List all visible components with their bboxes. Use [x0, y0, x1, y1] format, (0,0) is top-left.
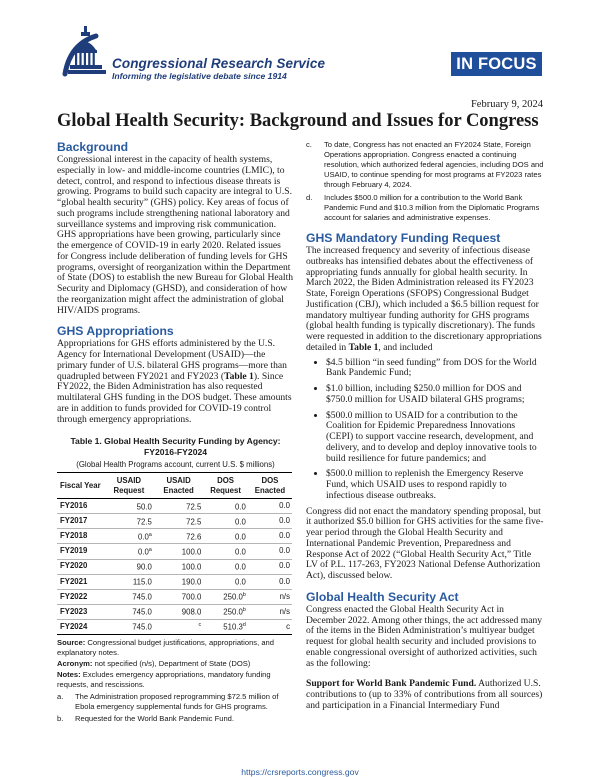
mandatory-heading: GHS Mandatory Funding Request [306, 231, 501, 245]
page-title: Global Health Security: Background and Issues for Congress [57, 111, 539, 131]
appropriations-text: Appropriations for GHS efforts administered by the U.S. Agency for International Development (USAID)—the primary funder of U.S. bilateral GHS programs—more than quadrupled between FY2021 and FY2023 (Table 1). Since FY2022, the Biden Administration has also requested multilateral GHS funding in the DOS budget. These amounts are in addition to funds provided for COVID-19 control through emergency appropriations. [57, 338, 292, 425]
dos-request-cell: 0.0 [203, 499, 248, 514]
act-text: Congress enacted the Global Health Security Act in December 2022. Among other things, the act addressed many of the items in the Biden Administration’s multiyear budget request for global health security and included provisions to enable congressional oversight of authorized activities, such as the following: [306, 603, 543, 669]
in-focus-badge: IN FOCUS [451, 52, 542, 76]
year-cell: FY2019 [57, 544, 104, 559]
usaid-request-cell: 90.0 [104, 559, 154, 574]
table-title: Table 1. Global Health Security Funding by Agency: FY2016-FY2024 [70, 436, 281, 458]
dos-enacted-cell: 0.0 [248, 514, 292, 529]
footnote-marker: a [148, 547, 152, 554]
dos-enacted-cell: n/s [248, 604, 292, 619]
footnote-c: c. To date, Congress has not enacted an FY2024 State, Foreign Operations appropriation. Congress enacted a continuing resolution, which authorized federal agencies, including DOS and USAID, to continue spending for most programs at FY2023 rates through February 4, 2024. [306, 140, 544, 189]
left-column [57, 140, 294, 724]
background-heading: Background [57, 140, 129, 154]
dos-enacted-cell: 0.0 [248, 544, 292, 559]
org-tagline: Informing the legislative debate since 1914 [112, 71, 287, 81]
usaid-enacted-cell: 190.0 [154, 574, 203, 589]
table-row [57, 604, 292, 619]
usaid-enacted-cell: 72.5 [154, 514, 203, 529]
bullet-item: • $4.5 billion “in seed funding” from DOS for the World Bank Pandemic Fund; [326, 358, 544, 380]
usaid-enacted-cell: 100.0 [154, 559, 203, 574]
year-cell: FY2024 [57, 619, 104, 634]
footnote-b: b. Requested for the World Bank Pandemic Fund. [57, 713, 234, 723]
table-row [57, 529, 292, 544]
year-cell: FY2021 [57, 574, 104, 589]
footnote-a: a. The Administration proposed reprogramming $72.5 million of Ebola emergency supplemental funds for GHS programs. [57, 691, 279, 711]
usaid-enacted-cell: 72.6 [154, 529, 203, 544]
usaid-request-cell: 0.0$^a$ [104, 544, 154, 559]
dos-request-cell: 0.0 [203, 529, 248, 544]
footnote-marker: b [242, 592, 246, 599]
table-body [57, 499, 292, 635]
mandatory-after-text: Congress did not enact the mandatory spending proposal, but it authorized $5.0 billion for GHS activities for the same five-year period through the Global Health Security and International Pandemic Prevention, Preparedness and Response Act of 2022 (“Global Health Security Act,” Title LV of P.L. 117-263, FY2023 National Defense Authorization Act), discussed below. [306, 505, 544, 581]
usaid-request-cell: 745.0 [104, 619, 154, 634]
org-name: Congressional Research Service [112, 56, 326, 71]
table-header-usaid-request: USAID Request [104, 473, 154, 499]
dos-enacted-cell: 0.0 [248, 559, 292, 574]
footnote-marker: d [242, 622, 246, 629]
table-header-usaid-enacted: USAID Enacted [154, 473, 203, 499]
dos-enacted-cell: n/s [248, 589, 292, 604]
dos-request-cell: 0.0 [203, 574, 248, 589]
usaid-enacted-cell: 700.0 [154, 589, 203, 604]
year-cell: FY2016 [57, 499, 104, 514]
usaid-request-cell: 72.5 [104, 514, 154, 529]
usaid-enacted-cell: 100.0 [154, 544, 203, 559]
table-reference-2: Table 1 [348, 341, 379, 353]
table-row [57, 574, 292, 589]
table-row [57, 514, 292, 529]
table-row [57, 619, 292, 634]
right-column [306, 140, 544, 712]
dos-enacted-cell: 0.0 [248, 529, 292, 544]
year-cell: FY2023 [57, 604, 104, 619]
usaid-enacted-cell: 72.5 [154, 499, 203, 514]
act-subsection: Support for World Bank Pandemic Fund. Authorized U.S. contributions to (up to 33% of contributions from all sources) and participation in a Financial Intermediary Fund [306, 678, 543, 711]
funding-table [57, 472, 292, 635]
table-notes: Notes: Excludes emergency appropriations, mandatory funding requests, and rescissions. [57, 669, 271, 689]
appropriations-heading: GHS Appropriations [57, 324, 174, 339]
usaid-request-cell: 115.0 [104, 574, 154, 589]
year-cell: FY2020 [57, 559, 104, 574]
table-acronyms: Acronym: not specified (n/s), Department of State (DOS) [57, 658, 251, 668]
table-row [57, 544, 292, 559]
act-subsection-label: Support for World Bank Pandemic Fund. [306, 678, 477, 690]
table-header-row [57, 473, 292, 499]
table-header-dos-request: DOS Request [203, 473, 248, 499]
table-header-year: Fiscal Year [57, 473, 104, 499]
table-header-dos-enacted: DOS Enacted [248, 473, 292, 499]
publication-date: February 9, 2024 [470, 99, 543, 110]
footnote-marker: b [242, 607, 246, 614]
year-cell: FY2018 [57, 529, 104, 544]
act-heading: Global Health Security Act [306, 589, 459, 604]
dos-request-cell: 250.0$^b$ [203, 589, 248, 604]
table-source: Source: Congressional budget justifications, appropriations, and explanatory notes. [57, 637, 274, 657]
bullet-item: • $1.0 billion, including $250.0 million for DOS and $750.0 million for USAID bilateral GHS programs; [326, 384, 544, 406]
usaid-request-cell: 0.0$^a$ [104, 529, 154, 544]
mandatory-bullet-list [306, 358, 544, 502]
usaid-request-cell: 745.0 [104, 604, 154, 619]
dos-request-cell: 250.0$^b$ [203, 604, 248, 619]
dos-enacted-cell: 0.0 [248, 574, 292, 589]
dos-enacted-cell: c [248, 619, 292, 634]
dos-request-cell: 510.3$^d$ [203, 619, 248, 634]
footnote-marker: c [198, 622, 202, 629]
dos-request-cell: 0.0 [203, 514, 248, 529]
dos-request-cell: 0.0 [203, 544, 248, 559]
dos-request-cell: 0.0 [203, 559, 248, 574]
usaid-request-cell: 50.0 [104, 499, 154, 514]
year-cell: FY2017 [57, 514, 104, 529]
background-text: Congressional interest in the capacity of health systems, especially in low- and middle-income countries (LMIC), to detect, control, and respond to infectious disease threats is growing. Programs to build such capacity are integral to U.S. “global health security” (GHS) policy. Key areas of focus of such programs include strengthening national laboratory and surveillance systems and improving risk communication. GHS appropriations have been growing, particularly since the emergence of COVID-19 in early 2020. Related issues for Congress include deliberation of funding levels for GHS programs, oversight of reorganization within the Department of State (DOS) to establish the new Bureau for Global Health Security and Diplomacy (GHSD), and consideration of how the reorganization might affect the administration of global HIV/AIDS programs. [57, 154, 294, 316]
bullet-item: • $500.0 million to replenish the Emergency Reserve Fund, which USAID uses to respond rapidly to infectious disease outbreaks. [326, 469, 544, 501]
dos-enacted-cell: 0.0 [248, 499, 292, 514]
footnote-marker: a [148, 532, 152, 538]
table-reference: Table 1 [224, 370, 254, 382]
usaid-enacted-cell [154, 619, 203, 634]
table-subtitle: (Global Health Programs account, current U.S. $ millions) [76, 460, 275, 470]
bullet-item: • $500.0 million to USAID for a contribution to the Coalition for Epidemic Preparedness Innovations (CEPI) to support vaccine research, development, and delivery, and to develop and deploy innovative tools to build resilience for future pandemics; and [326, 411, 544, 465]
table-row [57, 559, 292, 574]
table-row [57, 589, 292, 604]
footnote-d: d. Includes $500.0 million for a contribution to the World Bank Pandemic Fund and $10.3 million from the Diplomatic Programs account for salaries and administrative expenses. [306, 193, 540, 222]
usaid-enacted-cell: 908.0 [154, 604, 203, 619]
footer-link[interactable]: https://crsreports.congress.gov [241, 767, 359, 777]
year-cell: FY2022 [57, 589, 104, 604]
capitol-dome-icon [62, 22, 112, 80]
usaid-request-cell: 745.0 [104, 589, 154, 604]
table-row [57, 499, 292, 514]
mandatory-text: The increased frequency and severity of infectious disease outbreaks has intensified debates about the effectiveness of appropriating funds annually for global health security. In March 2022, the Biden Administration released its FY2023 State, Foreign Operations (SFOPS) Congressional Budget Justification (CBJ), which included a $6.5 billion request for mandatory multiyear funding authority for GHS programs (global health funding is typically discretionary). The funds were requested in addition to the discretionary appropriations detailed in Table 1, and included [306, 245, 542, 353]
